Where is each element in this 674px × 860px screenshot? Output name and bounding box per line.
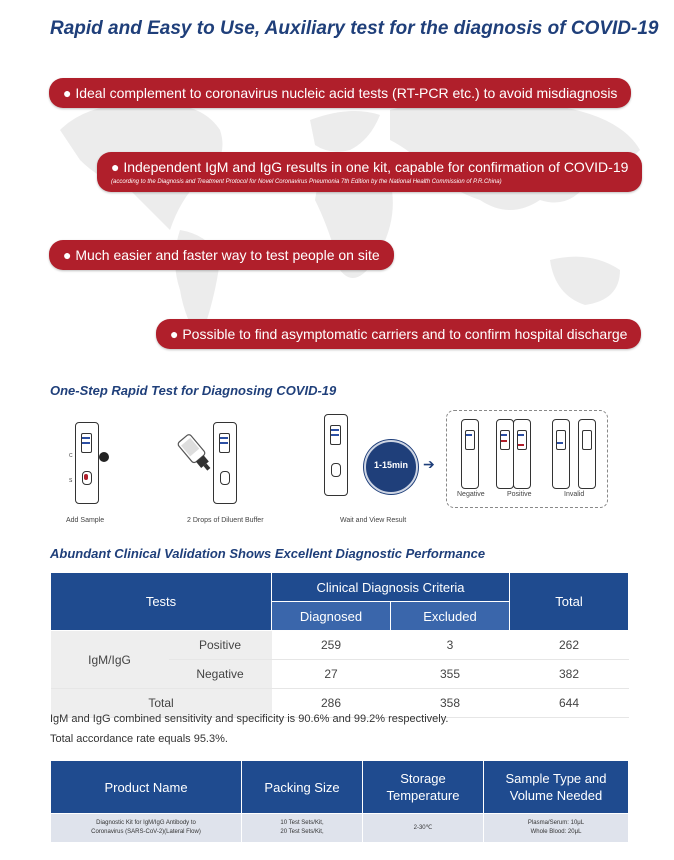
result-label-positive: Positive [507, 491, 532, 498]
validation-heading: Abundant Clinical Validation Shows Excellent Diagnostic Performance [50, 546, 486, 561]
validation-note: Total accordance rate equals 95.3%. [50, 733, 228, 745]
buffer-bottle-icon [176, 432, 216, 476]
cell-diagnosed: 27 [272, 660, 391, 689]
result-cassette [578, 419, 596, 489]
test-cassette: C S [75, 422, 99, 504]
feature-pill-3: ● Much easier and faster way to test people on site [49, 240, 394, 270]
test-cassette [213, 422, 237, 504]
header-storage: Storage Temperature [363, 761, 484, 814]
cell-excluded: 355 [391, 660, 510, 689]
header-diagnosed: Diagnosed [272, 602, 391, 631]
cell-excluded: 358 [391, 689, 510, 718]
header-criteria: Clinical Diagnosis Criteria [272, 573, 510, 602]
header-product-name: Product Name [51, 761, 242, 814]
cell-total: 644 [510, 689, 629, 718]
sample-dropper-icon [99, 452, 109, 462]
result-label-negative: Negative [457, 491, 485, 498]
table-row [51, 814, 629, 843]
result-cassette [461, 419, 479, 489]
feature-pill-1: ● Ideal complement to coronavirus nucleic acid tests (RT-PCR etc.) to avoid misdiagnosis [49, 78, 631, 108]
header-tests: Tests [51, 573, 272, 631]
cell-diagnosed: 259 [272, 631, 391, 660]
cell-storage: 2-30℃ [363, 814, 484, 843]
result-cassette [552, 419, 570, 489]
page-title: Rapid and Easy to Use, Auxiliary test for the diagnosis of COVID-19 [50, 18, 659, 39]
product-table [50, 760, 629, 843]
feature-pill-2: ● Independent IgM and IgG results in one kit, capable for confirmation of COVID-19 (according to the Diagnosis and Treatment Protocol for Novel Coronavirus Pneumonia 7th Edition by the National Health Commission of P.R.China) [97, 152, 642, 192]
header-total: Total [510, 573, 629, 631]
group-label: IgM/IgG [51, 631, 169, 689]
step-caption: Add Sample [66, 517, 105, 524]
step-caption: Wait and View Result [340, 517, 407, 524]
header-packing-size: Packing Size [242, 761, 363, 814]
row-label: Positive [169, 631, 272, 660]
test-cassette [324, 414, 348, 496]
cell-total: 382 [510, 660, 629, 689]
validation-table [50, 572, 629, 718]
results-box [446, 410, 608, 508]
result-label-invalid: Invalid [564, 491, 585, 498]
header-excluded: Excluded [391, 602, 510, 631]
feature-pill-4: ● Possible to find asymptomatic carriers and to confirm hospital discharge [156, 319, 641, 349]
result-cassette [496, 419, 514, 489]
cell-diagnosed: 286 [272, 689, 391, 718]
cell-sample: Plasma/Serum: 10μL Whole Blood: 20μL [484, 814, 629, 843]
steps-heading: One-Step Rapid Test for Diagnosing COVID-19 [50, 383, 337, 398]
cell-product-name: Diagnostic Kit for IgM/IgG Antibody to Coronavirus (SARS-CoV-2)(Lateral Flow) [51, 814, 242, 843]
table-row [51, 631, 629, 660]
cell-packing-size: 10 Test Sets/Kit, 20 Test Sets/Kit, [242, 814, 363, 843]
result-cassette [513, 419, 531, 489]
step-caption: 2 Drops of Diluent Buffer [187, 517, 264, 524]
cell-total: 262 [510, 631, 629, 660]
arrow-right-icon: ➔ [423, 456, 435, 472]
header-sample: Sample Type and Volume Needed [484, 761, 629, 814]
row-label: Negative [169, 660, 272, 689]
cell-excluded: 3 [391, 631, 510, 660]
row-label: Total [51, 689, 272, 718]
timer-label: 1-15min [373, 460, 408, 470]
validation-note: IgM and IgG combined sensitivity and specificity is 90.6% and 99.2% respectively. [50, 713, 449, 725]
